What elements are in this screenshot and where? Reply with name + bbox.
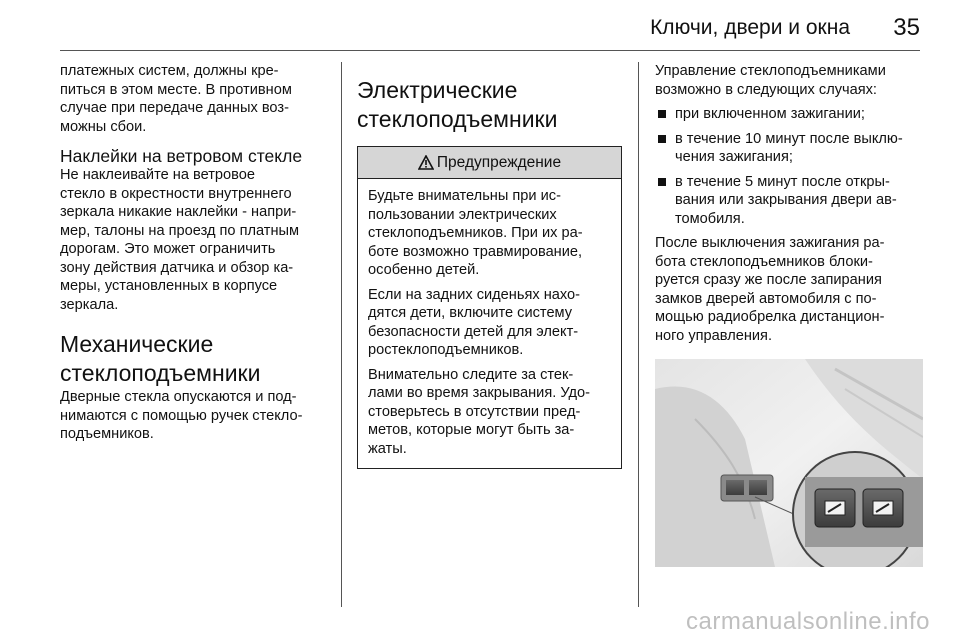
- warning-paragraph: Если на задних сиденьях нахо- дятся дети, включите систему безопасности детей для элект- ростеклоподъемников.: [368, 286, 580, 358]
- list-item: при включенном зажигании;: [655, 105, 923, 124]
- intro-paragraph: платежных систем, должны кре- питься в этом месте. В противном случае при передаче данных воз- можны сбои.: [60, 63, 292, 135]
- list-item: в течение 5 минут после откры- вания или закрывания двери ав- томобиля.: [655, 173, 923, 229]
- warning-header: [358, 147, 621, 179]
- warning-box: [357, 146, 622, 469]
- lock-note-paragraph: После выключения зажигания ра- бота стеклоподъемников блоки- руется сразу же после запирания замков дверей автомобиля с по- мощью радиобрелка дистанцион- ного управления.: [655, 235, 885, 344]
- warning-body: [358, 179, 621, 468]
- stickers-heading: Наклейки на ветровом стекле: [60, 146, 303, 166]
- conditions-list: [655, 105, 923, 228]
- electric-windows-heading: Электрические стеклоподъемники: [357, 77, 558, 132]
- mechanical-windows-heading: Механические стеклоподъемники: [60, 331, 261, 386]
- list-item: в течение 10 минут после выклю- чения зажигания;: [655, 130, 923, 167]
- warning-triangle-icon: [418, 155, 434, 170]
- stickers-paragraph: Не наклеивайте на ветровое стекло в окрестности внутреннего зеркала никакие наклейки - напри- мер, талоны на проезд по платным дорогам. Это может ограничить зону действия датчика и обзор ка- меры, установленных в корпусе зеркала.: [60, 167, 300, 313]
- chapter-title: Ключи, двери и окна: [650, 16, 850, 39]
- window-switch-photo: [655, 359, 923, 567]
- warning-paragraph: Будьте внимательны при ис- пользовании электрических стеклоподъемников. При их ра- боте возможно травмирование, особенно детей.: [368, 188, 583, 278]
- warning-paragraph: Внимательно следите за стек- лами во время закрывания. Удо- стоверьтесь в отсутствии пред- метов, которые могут быть за- жаты.: [368, 366, 590, 457]
- header-rule: [60, 50, 920, 51]
- column-2: [357, 62, 622, 469]
- warning-title: Предупреждение: [436, 153, 562, 171]
- column-1: [60, 62, 328, 444]
- conditions-intro: Управление стеклоподъемниками возможно в следующих случаях:: [655, 63, 886, 98]
- column-divider: [638, 62, 639, 607]
- column-divider: [341, 62, 342, 607]
- page-number: 35: [893, 14, 920, 41]
- column-3: [655, 62, 923, 567]
- watermark: carmanualsonline.info: [686, 608, 930, 635]
- mechanical-windows-paragraph: Дверные стекла опускаются и под- нимаются с помощью ручек стекло- подъемников.: [60, 389, 303, 442]
